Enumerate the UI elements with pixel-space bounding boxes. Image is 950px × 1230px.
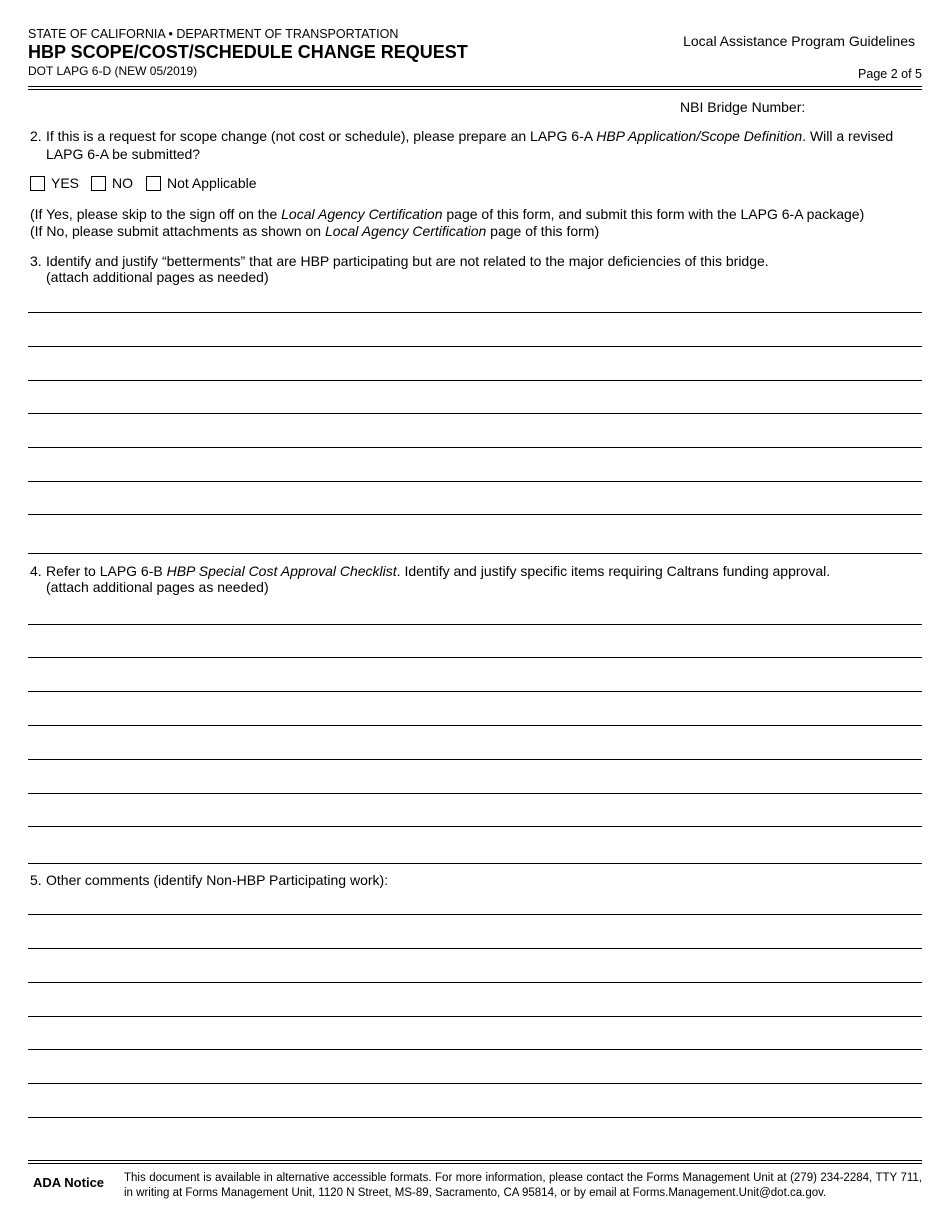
question-subtext: (attach additional pages as needed) bbox=[46, 579, 269, 595]
question-subtext: (attach additional pages as needed) bbox=[46, 269, 269, 285]
answer-line-q3-2[interactable] bbox=[28, 346, 922, 347]
question-text: . Will a revised bbox=[802, 128, 894, 144]
question-text: If this is a request for scope change (not cost or schedule), please prepare an LAPG 6-A bbox=[46, 128, 597, 144]
section-divider bbox=[28, 553, 922, 554]
answer-line-q3-7[interactable] bbox=[28, 514, 922, 515]
page-number: Page 2 of 5 bbox=[858, 67, 922, 81]
answer-line-q3-1[interactable] bbox=[28, 312, 922, 313]
note-yes: (If Yes, please skip to the sign off on the Local Agency Certification page of this form, and submit this form with the LAPG 6-A package) bbox=[30, 206, 865, 222]
answer-line-q4-7[interactable] bbox=[28, 826, 922, 827]
answer-line-q5-3[interactable] bbox=[28, 982, 922, 983]
not-applicable-checkbox[interactable] bbox=[146, 176, 161, 191]
question-text: Other comments (identify Non-HBP Participating work): bbox=[46, 872, 389, 888]
ada-notice-text: This document is available in alternative accessible formats. For more information, please contact the Forms Management Unit at (279) 234-2284, TTY 711, in writing at Forms Management Unit, 1120 N Street, MS-89, Sacramento, CA 95814, or by email at Forms.Management.Unit@dot.ca.gov. bbox=[124, 1172, 922, 1199]
answer-line-q4-3[interactable] bbox=[28, 691, 922, 692]
question-text-line2: LAPG 6-A be submitted? bbox=[46, 146, 201, 162]
question-number: 3. bbox=[30, 253, 42, 269]
answer-line-q3-3[interactable] bbox=[28, 380, 922, 381]
answer-line-q5-4[interactable] bbox=[28, 1016, 922, 1017]
answer-line-q4-5[interactable] bbox=[28, 759, 922, 760]
nbi-bridge-number-label: NBI Bridge Number: bbox=[680, 99, 806, 115]
question-text-italic: HBP Special Cost Approval Checklist bbox=[166, 563, 397, 579]
revised-6a-options bbox=[30, 175, 269, 191]
guidelines-label: Local Assistance Program Guidelines bbox=[683, 33, 915, 49]
question-text: Refer to LAPG 6-B bbox=[46, 563, 167, 579]
note-no: (If No, please submit attachments as shown on Local Agency Certification page of this form) bbox=[30, 223, 600, 239]
header-divider-top bbox=[28, 86, 922, 87]
question-number: 5. bbox=[30, 872, 42, 888]
form-code: DOT LAPG 6-D (NEW 05/2019) bbox=[28, 64, 198, 78]
not-applicable-label: Not Applicable bbox=[167, 175, 257, 191]
question-5 bbox=[30, 872, 388, 888]
form-title: HBP SCOPE/COST/SCHEDULE CHANGE REQUEST bbox=[28, 42, 468, 62]
answer-line-q3-4[interactable] bbox=[28, 413, 922, 414]
answer-line-q5-2[interactable] bbox=[28, 948, 922, 949]
question-text: . Identify and justify specific items requiring Caltrans funding approval. bbox=[396, 563, 831, 579]
no-label: NO bbox=[112, 175, 134, 191]
section-divider bbox=[28, 863, 922, 864]
answer-line-q3-6[interactable] bbox=[28, 481, 922, 482]
yes-checkbox[interactable] bbox=[30, 176, 45, 191]
answer-line-q4-2[interactable] bbox=[28, 657, 922, 658]
header-divider-bottom bbox=[28, 89, 922, 90]
answer-line-q4-6[interactable] bbox=[28, 793, 922, 794]
agency-name: STATE OF CALIFORNIA • DEPARTMENT OF TRANSPORTATION bbox=[28, 27, 399, 41]
answer-line-q3-5[interactable] bbox=[28, 447, 922, 448]
answer-line-q5-6[interactable] bbox=[28, 1083, 922, 1084]
question-3 bbox=[30, 253, 769, 285]
question-text: Identify and justify “betterments” that are HBP participating but are not related to the major deficiencies of this bridge. bbox=[46, 253, 769, 269]
yes-label: YES bbox=[51, 175, 80, 191]
question-number: 4. bbox=[30, 563, 42, 579]
ada-notice-label: ADA Notice bbox=[33, 1175, 105, 1190]
answer-line-q5-1[interactable] bbox=[28, 914, 922, 915]
answer-line-q4-1[interactable] bbox=[28, 624, 922, 625]
footer-divider-bottom bbox=[28, 1163, 922, 1164]
question-2 bbox=[30, 127, 893, 163]
no-checkbox[interactable] bbox=[91, 176, 106, 191]
answer-line-q5-5[interactable] bbox=[28, 1049, 922, 1050]
footer-divider-top bbox=[28, 1160, 922, 1161]
question-text-italic: HBP Application/Scope Definition bbox=[596, 128, 803, 144]
question-4 bbox=[30, 563, 830, 595]
answer-line-q5-7[interactable] bbox=[28, 1117, 922, 1118]
answer-line-q4-4[interactable] bbox=[28, 725, 922, 726]
question-number: 2. bbox=[30, 128, 42, 144]
question-2-notes bbox=[30, 206, 864, 240]
